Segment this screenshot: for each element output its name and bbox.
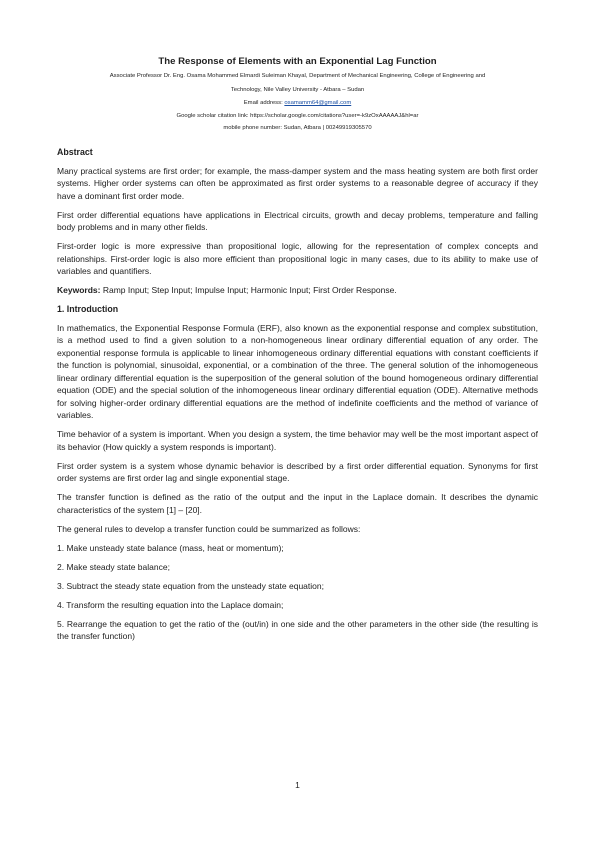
keywords-line (57, 284, 538, 297)
scholar-link: Google scholar citation link: https://scholar.google.com/citations?user=-k9zOxAAAAAJ&hl=ar (176, 112, 419, 119)
phone-line: mobile phone number: Sudan, Atbara | 00249919305570 (223, 125, 372, 131)
keywords-label: Keywords: (57, 285, 101, 295)
abstract-paragraph-2: First order differential equations have applications in Electrical circuits, growth and decay problems, temperature and falling body problems and in many other fields. (57, 209, 538, 232)
introduction-paragraph-5: The general rules to develop a transfer function could be summarized as follows: (57, 523, 361, 534)
step-item: 3. Subtract the steady state equation from the unsteady state equation; (57, 580, 324, 591)
step-item: 5. Rearrange the equation to get the ratio of the (out/in) in one side and the other parameters in the other side (the resulting is the transfer function) (57, 618, 538, 641)
author-affiliation-line2: Technology, Nile Valley University - Atbara – Sudan (230, 86, 365, 93)
page-number: 1 (295, 780, 300, 790)
keywords-text: Ramp Input; Step Input; Impulse Input; Harmonic Input; First Order Response. (100, 285, 397, 295)
introduction-paragraph-2: Time behavior of a system is important. When you design a system, the time behavior may well be the most important aspect of its behavior (How quickly a system responds is important). (57, 429, 538, 452)
abstract-paragraph-1: Many practical systems are first order; for example, the mass-damper system and the mass heating system are both first order systems. Higher order systems can often be approximated as first order systems to a reasonable degree of accuracy if they have a dominant first order mode. (57, 165, 538, 201)
introduction-paragraph-1: In mathematics, the Exponential Response Formula (ERF), also known as the exponential response and complex substitution, is a method used to find a given solution to a non-homogeneous linear ordinary differential equation of any order. The exponential response formula is applicable to linear inhomogeneous ordinary differential equations with constant coefficients if the function is polynomial, sinusoidal, exponential, or a combination of the three. The general solution of the inhomogeneous linear ordinary differential equation is the superposition of the general solution of the bound homogeneous ordinary differential equation (ODE) and the special solution of the inhomogeneous linear ordinary differential equation (ODE). Alternative methods for solving higher-order ordinary differential equations are the method of indefinite coefficients and the method of variance of variables. (57, 322, 538, 420)
paper-title: The Response of Elements with an Exponential Lag Function (158, 56, 437, 67)
email-link[interactable]: osamamm64@gmail.com (284, 100, 352, 106)
introduction-paragraph-4: The transfer function is defined as the ratio of the output and the input in the Laplace domain. It describes the dynamic characteristics of the system [1] – [20]. (57, 492, 538, 515)
introduction-paragraph-3: First order system is a system whose dynamic behavior is described by a first order differential equation. Synonyms for first order systems are first order lag and single exponential stage. (57, 460, 538, 483)
step-item: 1. Make unsteady state balance (mass, heat or momentum); (57, 542, 284, 553)
abstract-heading: Abstract (57, 147, 93, 157)
paper-body (57, 146, 538, 649)
author-affiliation-line1: Associate Professor Dr. Eng. Osama Mohammed Elmardi Suleiman Khayal, Department of Mechanical Engineering, College of Engineering and (109, 73, 486, 79)
step-item: 2. Make steady state balance; (57, 561, 170, 572)
email-line (60, 97, 535, 110)
abstract-paragraph-3: First-order logic is more expressive than propositional logic, allowing for the representation of complex concepts and relationships. First-order logic is also more efficient than propositional logic in many cases, due to its ability to make use of variables and quantifiers. (57, 241, 538, 276)
email-label: Email address: (243, 100, 285, 106)
introduction-heading: 1. Introduction (57, 304, 119, 314)
paper-header (60, 56, 535, 135)
step-item: 4. Transform the resulting equation into the Laplace domain; (57, 599, 284, 610)
